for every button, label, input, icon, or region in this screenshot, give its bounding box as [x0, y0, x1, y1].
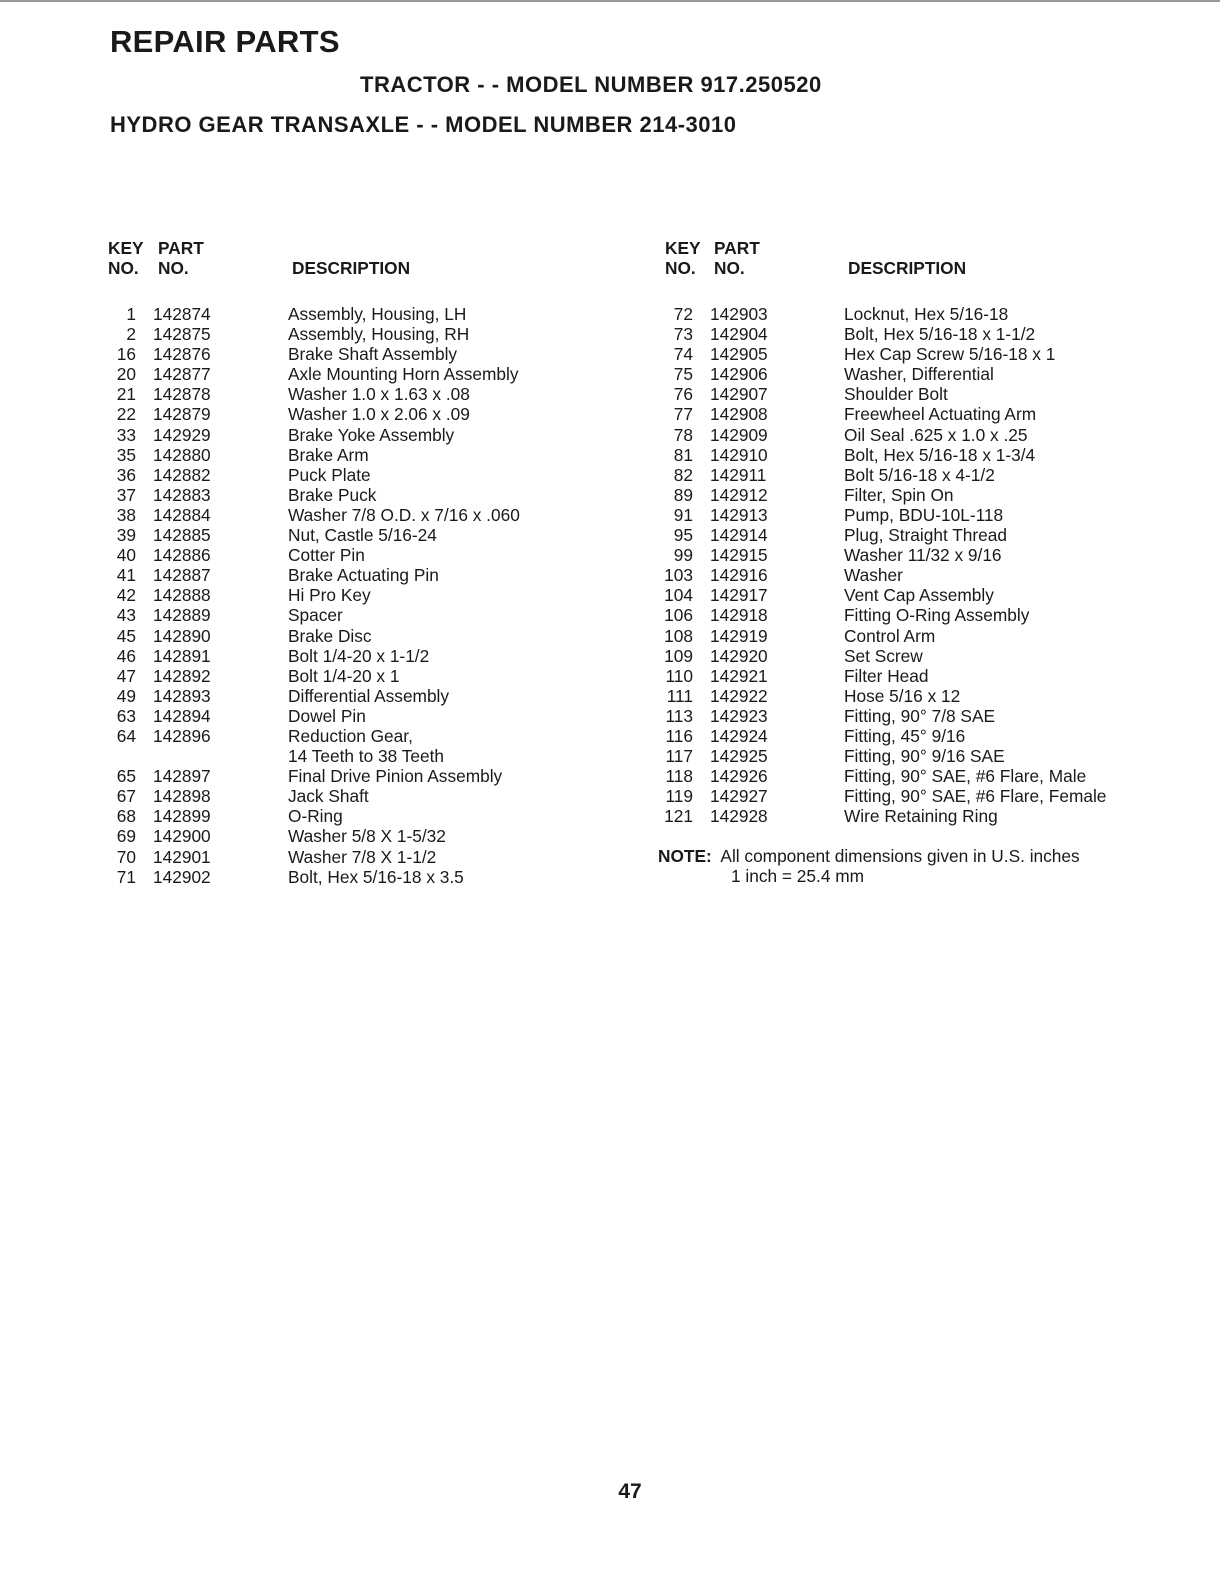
part-number: 142922 — [710, 685, 768, 706]
part-number: 142896 — [153, 725, 211, 746]
part-number: 142878 — [153, 384, 211, 405]
part-description: Bolt, Hex 5/16-18 x 1-1/2 — [844, 324, 1036, 345]
part-description: Washer, Differential — [844, 364, 994, 385]
part-description: Washer 11/32 x 9/16 — [844, 545, 1002, 566]
part-row — [658, 525, 1080, 545]
part-description: Locknut, Hex 5/16-18 — [844, 304, 1009, 324]
part-description: Final Drive Pinion Assembly — [288, 766, 503, 787]
part-number: 142876 — [153, 344, 211, 365]
key-number: 20 — [116, 364, 136, 385]
part-no-label: NO. — [714, 258, 745, 278]
part-number: 142877 — [153, 364, 211, 385]
key-number: 2 — [126, 324, 136, 345]
part-description: Washer 1.0 x 1.63 x .08 — [288, 384, 470, 405]
key-number: 38 — [116, 504, 136, 525]
part-row — [658, 766, 1087, 787]
part-number: 142891 — [153, 645, 211, 666]
part-number: 142918 — [710, 605, 768, 626]
part-description: Shoulder Bolt — [844, 384, 948, 405]
part-description: Fitting O-Ring Assembly — [844, 605, 1030, 626]
key-number: 70 — [116, 846, 136, 867]
part-label: PART — [158, 238, 204, 258]
part-number: 142924 — [710, 725, 768, 746]
key-number: 41 — [116, 565, 136, 586]
column-header — [658, 236, 1080, 304]
part-description: Control Arm — [844, 625, 936, 646]
part-row — [658, 565, 1080, 585]
key-number: 89 — [673, 484, 693, 505]
key-number: 117 — [665, 746, 693, 767]
part-description: Bolt 5/16-18 x 4-1/2 — [844, 464, 995, 485]
part-description: Washer 1.0 x 2.06 x .09 — [288, 404, 470, 425]
part-description: Puck Plate — [288, 464, 371, 485]
part-description: Vent Cap Assembly — [844, 585, 994, 606]
part-number: 142874 — [153, 304, 211, 324]
part-number: 142907 — [710, 384, 768, 405]
key-number: 106 — [664, 605, 693, 626]
part-number: 142894 — [153, 705, 211, 726]
description-label: DESCRIPTION — [292, 258, 411, 278]
page-number: 47 — [618, 1480, 642, 1503]
key-number: 65 — [116, 766, 136, 787]
key-number: 73 — [673, 324, 693, 345]
key-number: 1 — [126, 304, 136, 324]
key-number: 81 — [673, 444, 693, 465]
key-number: 35 — [116, 444, 136, 465]
part-description: Bolt 1/4-20 x 1 — [288, 665, 400, 686]
part-description: Filter, Spin On — [844, 484, 954, 505]
part-number: 142883 — [153, 484, 211, 505]
part-row — [658, 324, 1080, 344]
part-description: Washer 7/8 O.D. x 7/16 x .060 — [288, 504, 520, 525]
part-row — [658, 646, 1080, 666]
key-number: 91 — [673, 504, 693, 525]
key-number: 36 — [116, 464, 136, 485]
key-number: 110 — [665, 665, 693, 686]
key-number: 72 — [673, 304, 693, 324]
key-number: 119 — [665, 786, 693, 807]
key-label: KEY — [665, 238, 701, 258]
key-number: 33 — [116, 424, 136, 445]
part-number: 142888 — [153, 585, 211, 606]
part-row — [658, 545, 1080, 565]
part-description: Brake Arm — [288, 444, 369, 465]
key-number: 42 — [116, 585, 136, 606]
part-number: 142906 — [710, 364, 768, 385]
key-number: 104 — [664, 585, 693, 606]
part-number: 142899 — [153, 806, 211, 827]
part-row — [658, 384, 1080, 404]
part-row — [658, 706, 1080, 726]
part-description: Brake Yoke Assembly — [288, 424, 455, 445]
key-number: 46 — [116, 645, 136, 666]
key-number: 37 — [116, 484, 136, 505]
key-number: 113 — [665, 705, 693, 726]
key-number: 108 — [664, 625, 693, 646]
part-number: 142911 — [710, 464, 767, 485]
part-label: PART — [714, 238, 760, 258]
part-description: Bolt 1/4-20 x 1-1/2 — [288, 645, 430, 666]
key-no-label: NO. — [665, 258, 696, 278]
key-number: 111 — [666, 685, 693, 706]
key-number: 21 — [116, 384, 136, 405]
part-number: 142900 — [153, 826, 211, 847]
part-number: 142914 — [710, 525, 768, 546]
key-number: 95 — [673, 525, 693, 546]
part-description: Bolt, Hex 5/16-18 x 3.5 — [288, 866, 464, 887]
part-description: Fitting, 90° SAE, #6 Flare, Male — [844, 766, 1087, 787]
part-number: 142886 — [153, 545, 211, 566]
part-description: Plug, Straight Thread — [844, 525, 1007, 546]
part-number: 142905 — [710, 344, 768, 365]
key-number: 63 — [116, 705, 136, 726]
part-row — [658, 404, 1080, 424]
part-row — [658, 304, 1080, 324]
transaxle-model-heading: HYDRO GEAR TRANSAXLE - - MODEL NUMBER 214-3010 — [110, 112, 737, 137]
key-number: 22 — [116, 404, 136, 425]
part-description: Assembly, Housing, RH — [288, 324, 470, 345]
part-number: 142897 — [153, 766, 211, 787]
part-description: Brake Shaft Assembly — [288, 344, 458, 365]
part-description: Nut, Castle 5/16-24 — [288, 525, 437, 546]
key-number: 69 — [116, 826, 136, 847]
key-number: 49 — [116, 685, 136, 706]
part-description: Reduction Gear, — [288, 725, 413, 746]
key-number: 43 — [116, 605, 136, 626]
part-number: 142893 — [153, 685, 211, 706]
key-number: 64 — [116, 725, 136, 746]
key-number: 116 — [665, 725, 693, 746]
part-description: Fitting, 90° 7/8 SAE — [844, 705, 995, 726]
part-number: 142902 — [153, 866, 211, 887]
note-line-1: All component dimensions given in U.S. inches — [720, 846, 1080, 867]
part-description: Fitting, 45° 9/16 — [844, 725, 966, 746]
part-description: Freewheel Actuating Arm — [844, 404, 1037, 425]
part-number: 142903 — [710, 304, 768, 324]
part-description: Washer 5/8 X 1-5/32 — [288, 826, 446, 847]
key-number: 118 — [665, 766, 693, 787]
parts-list-right — [658, 236, 1107, 887]
part-row — [658, 786, 1107, 807]
page-title: REPAIR PARTS — [110, 24, 340, 59]
part-number: 142928 — [710, 806, 768, 827]
part-number: 142904 — [710, 324, 768, 345]
key-label: KEY — [108, 238, 144, 258]
part-number: 142901 — [153, 846, 211, 867]
part-row — [658, 666, 1080, 686]
part-description: Hi Pro Key — [288, 585, 371, 606]
top-rule — [0, 0, 1220, 2]
part-number: 142926 — [710, 766, 768, 787]
part-number: 142912 — [710, 484, 768, 505]
part-number: 142884 — [153, 504, 211, 525]
part-number: 142887 — [153, 565, 211, 586]
part-number: 142879 — [153, 404, 211, 425]
part-row — [658, 726, 1080, 746]
key-number: 75 — [673, 364, 693, 385]
part-description: Wire Retaining Ring — [844, 806, 998, 827]
part-description: Filter Head — [844, 665, 929, 686]
part-row — [658, 364, 1080, 384]
key-number: 39 — [116, 525, 136, 546]
part-description: Bolt, Hex 5/16-18 x 1-3/4 — [844, 444, 1036, 465]
part-number: 142908 — [710, 404, 768, 425]
note-label: NOTE: — [658, 846, 712, 867]
part-number: 142915 — [710, 545, 768, 566]
part-description: Hex Cap Screw 5/16-18 x 1 — [844, 344, 1056, 365]
part-description: Washer — [844, 565, 903, 586]
key-number: 71 — [116, 866, 136, 887]
part-description: Hose 5/16 x 12 — [844, 685, 961, 706]
part-number: 142882 — [153, 464, 211, 485]
part-number: 142875 — [153, 324, 211, 345]
part-number: 142913 — [710, 504, 768, 525]
part-description: O-Ring — [288, 806, 343, 827]
part-number: 142909 — [710, 424, 768, 445]
part-description: Brake Puck — [288, 484, 377, 505]
part-row — [658, 465, 1080, 485]
part-number: 142910 — [710, 444, 768, 465]
part-description: Axle Mounting Horn Assembly — [288, 364, 519, 385]
part-number: 142916 — [710, 565, 768, 586]
part-row — [658, 585, 1080, 605]
note — [658, 846, 1080, 886]
part-description: Brake Disc — [288, 625, 372, 646]
key-number: 74 — [673, 344, 693, 365]
part-no-label: NO. — [158, 258, 189, 278]
part-description: Washer 7/8 X 1-1/2 — [288, 846, 437, 867]
note-line-2: 1 inch = 25.4 mm — [731, 866, 865, 887]
part-number: 142923 — [710, 705, 768, 726]
part-row — [658, 445, 1080, 465]
key-number: 103 — [664, 565, 693, 586]
key-number: 45 — [116, 625, 136, 646]
part-description: Pump, BDU-10L-118 — [844, 504, 1004, 525]
part-description: Assembly, Housing, LH — [288, 304, 467, 324]
part-row — [658, 425, 1080, 445]
part-number: 142920 — [710, 645, 768, 666]
part-number: 142889 — [153, 605, 211, 626]
part-number: 142892 — [153, 665, 211, 686]
part-row — [658, 605, 1080, 625]
part-number: 142921 — [710, 665, 768, 686]
part-row — [658, 686, 1080, 706]
part-description: Oil Seal .625 x 1.0 x .25 — [844, 424, 1028, 445]
key-number: 99 — [673, 545, 693, 566]
part-description: Jack Shaft — [288, 786, 369, 807]
part-number: 142898 — [153, 786, 211, 807]
part-description: Brake Actuating Pin — [288, 565, 439, 586]
part-number: 142885 — [153, 525, 211, 546]
part-row — [658, 485, 1080, 505]
key-number: 121 — [664, 806, 693, 827]
part-description: Fitting, 90° 9/16 SAE — [844, 746, 1005, 767]
part-row — [658, 344, 1080, 364]
part-row — [658, 626, 1080, 646]
part-number: 142880 — [153, 444, 211, 465]
part-number: 142890 — [153, 625, 211, 646]
part-number: 142927 — [710, 786, 768, 807]
key-number: 78 — [673, 424, 693, 445]
part-row — [658, 806, 1080, 826]
part-description: Set Screw — [844, 645, 923, 666]
part-row — [658, 505, 1080, 525]
key-no-label: NO. — [108, 258, 139, 278]
part-description: Differential Assembly — [288, 685, 450, 706]
key-number: 77 — [673, 404, 693, 425]
key-number: 47 — [116, 665, 136, 686]
part-description: Spacer — [288, 605, 343, 626]
part-number: 142917 — [710, 585, 768, 606]
part-description: Fitting, 90° SAE, #6 Flare, Female — [844, 786, 1107, 807]
parts-rows-right — [658, 304, 1107, 827]
tractor-model-heading: TRACTOR - - MODEL NUMBER 917.250520 — [360, 72, 822, 97]
key-number: 109 — [664, 645, 693, 666]
part-number: 142929 — [153, 424, 211, 445]
description-label: DESCRIPTION — [848, 258, 967, 278]
part-row — [658, 746, 1080, 766]
part-description: Dowel Pin — [288, 705, 366, 726]
key-number: 68 — [116, 806, 136, 827]
key-number: 67 — [116, 786, 136, 807]
key-number: 16 — [116, 344, 136, 365]
part-description: 14 Teeth to 38 Teeth — [288, 746, 444, 767]
key-number: 40 — [116, 545, 136, 566]
key-number: 76 — [673, 384, 693, 405]
part-number: 142925 — [710, 746, 768, 767]
key-number: 82 — [673, 464, 693, 485]
part-number: 142919 — [710, 625, 768, 646]
part-description: Cotter Pin — [288, 545, 365, 566]
